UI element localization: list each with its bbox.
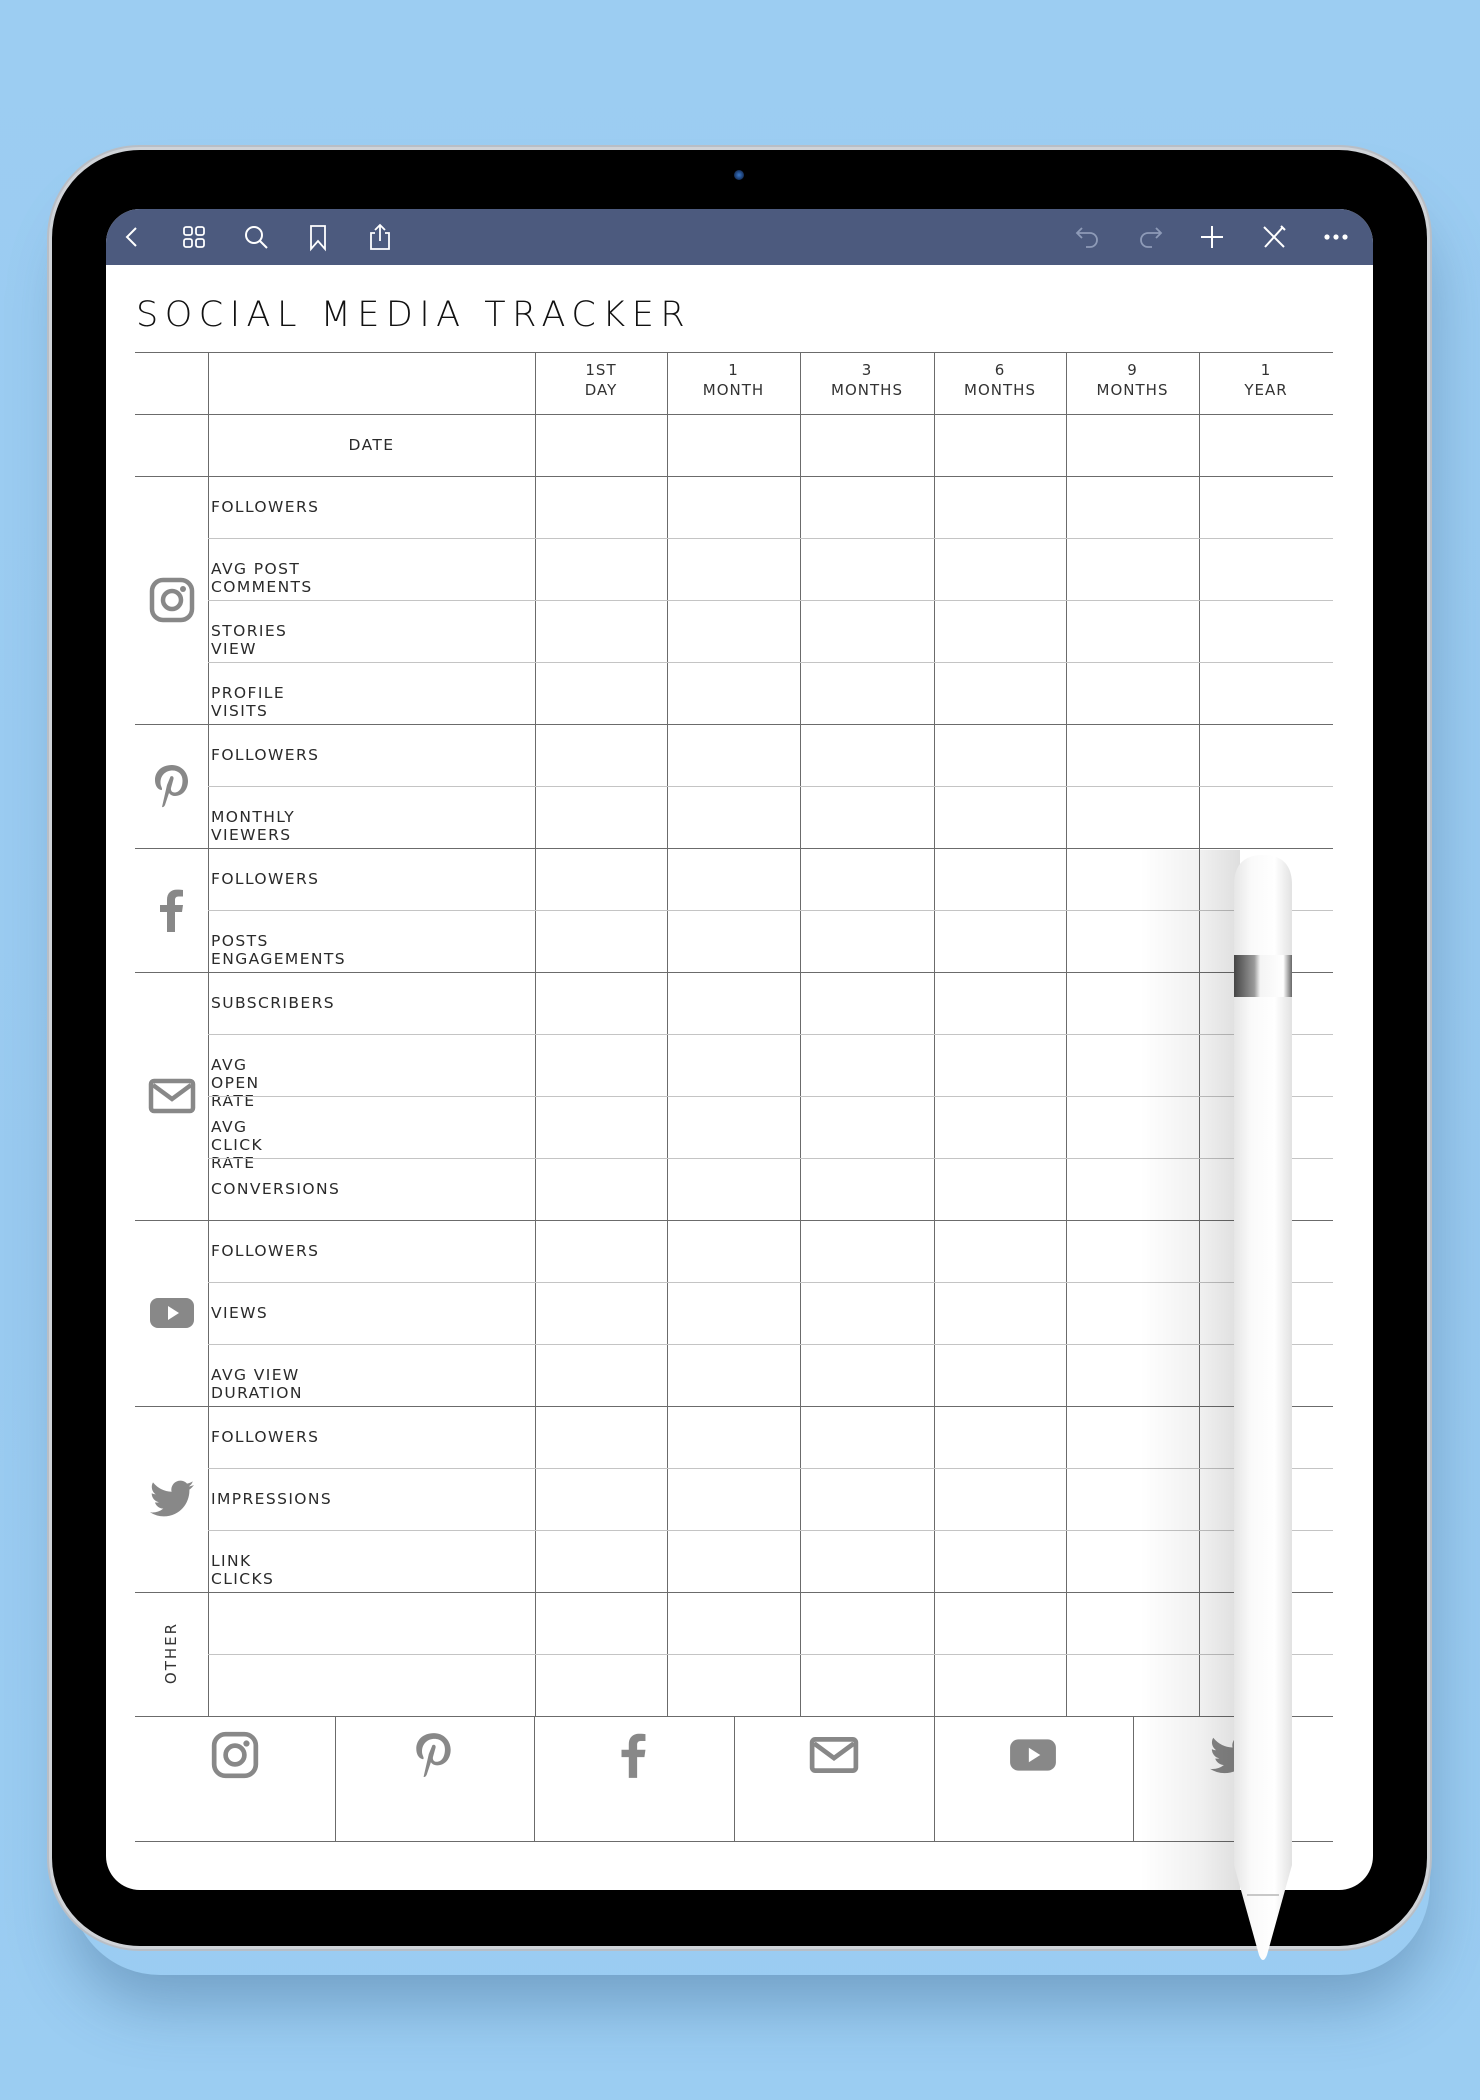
date-input-cell[interactable] [934, 414, 1066, 476]
metric-input-cell[interactable] [667, 848, 800, 910]
notes-cell[interactable] [135, 1716, 335, 1841]
column-header-number: 3 [861, 361, 873, 379]
metric-input-cell[interactable] [1199, 476, 1333, 538]
date-input-cell[interactable] [800, 414, 934, 476]
metric-label: CONVERSIONS [211, 1180, 341, 1198]
metric-input-cell[interactable] [800, 848, 934, 910]
metric-label: AVG POST COMMENTS [211, 560, 313, 596]
metric-input-cell[interactable] [535, 1220, 667, 1282]
metric-input-cell[interactable] [800, 600, 934, 662]
metric-input-cell[interactable] [1066, 786, 1199, 848]
metric-input-cell[interactable] [667, 724, 800, 786]
column-header [934, 360, 1066, 400]
metric-input-cell[interactable] [800, 972, 934, 1034]
metric-label: FOLLOWERS [211, 746, 320, 764]
column-header-unit: MONTHS [1096, 381, 1169, 399]
metric-input-cell[interactable] [535, 972, 667, 1034]
metric-input-cell[interactable] [934, 724, 1066, 786]
add-icon[interactable] [1196, 221, 1228, 253]
instagram-icon [135, 476, 208, 724]
metric-input-cell[interactable] [800, 662, 934, 724]
metric-input-cell[interactable] [1199, 786, 1333, 848]
metric-label: SUBSCRIBERS [211, 994, 335, 1012]
metric-label: AVG CLICK RATE [211, 1118, 264, 1172]
metric-input-cell[interactable] [535, 1530, 667, 1592]
facebook-icon [135, 848, 208, 972]
metric-label: IMPRESSIONS [211, 1490, 333, 1508]
metric-input-cell[interactable] [535, 476, 667, 538]
metric-input-cell[interactable] [934, 662, 1066, 724]
metric-label: STORIES VIEW [211, 622, 288, 658]
metric-input-cell[interactable] [667, 476, 800, 538]
column-header-unit: YEAR [1244, 381, 1288, 399]
metric-input-cell[interactable] [667, 1406, 800, 1468]
column-header-unit: DAY [584, 381, 618, 399]
metric-input-cell[interactable] [1199, 724, 1333, 786]
column-header-unit: MONTHS [831, 381, 903, 399]
metric-input-cell[interactable] [535, 848, 667, 910]
notes-cell[interactable] [734, 1716, 934, 1841]
grid-line [208, 538, 1333, 539]
metric-input-cell[interactable] [667, 910, 800, 972]
metric-input-cell[interactable] [800, 1468, 934, 1530]
column-header-number: 6 [994, 361, 1006, 379]
metric-input-cell[interactable] [667, 1220, 800, 1282]
metric-input-cell[interactable] [535, 724, 667, 786]
metric-input-cell[interactable] [800, 910, 934, 972]
notes-cell[interactable] [534, 1716, 734, 1841]
column-header-number: 1ST [585, 361, 617, 379]
metric-input-cell[interactable] [535, 786, 667, 848]
grid-line [208, 786, 1333, 787]
metric-input-cell[interactable] [535, 1344, 667, 1406]
pencil-shadow [1140, 850, 1240, 1890]
metric-input-cell[interactable] [934, 1530, 1066, 1592]
metric-input-cell[interactable] [667, 662, 800, 724]
metric-input-cell[interactable] [535, 1654, 667, 1716]
date-input-cell[interactable] [1199, 414, 1333, 476]
metric-input-cell[interactable] [535, 538, 667, 600]
grid-line [208, 600, 1333, 601]
date-input-cell[interactable] [535, 414, 667, 476]
column-header-unit: MONTH [702, 381, 765, 399]
metric-input-cell[interactable] [667, 1468, 800, 1530]
metric-input-cell[interactable] [1066, 662, 1199, 724]
other-label: OTHER [162, 1621, 180, 1685]
twitter-icon [135, 1406, 208, 1592]
notes-cell[interactable] [934, 1716, 1134, 1841]
metric-label: POSTS ENGAGEMENTS [211, 932, 347, 968]
metric-input-cell[interactable] [1066, 724, 1199, 786]
metric-input-cell[interactable] [667, 538, 800, 600]
metric-input-cell[interactable] [934, 1592, 1066, 1654]
metric-input-cell[interactable] [800, 724, 934, 786]
column-header-number: 1 [1260, 361, 1272, 379]
bookmark-icon[interactable] [302, 221, 334, 253]
metric-input-cell[interactable] [800, 1096, 934, 1158]
metric-input-cell[interactable] [800, 476, 934, 538]
metric-input-cell[interactable] [934, 1468, 1066, 1530]
metric-input-cell[interactable] [667, 1592, 800, 1654]
metric-input-cell[interactable] [667, 972, 800, 1034]
metric-input-cell[interactable] [934, 1158, 1066, 1220]
column-header [1066, 360, 1199, 400]
metric-label: VIEWS [211, 1304, 269, 1322]
metric-label: FOLLOWERS [211, 1242, 320, 1260]
metric-input-cell[interactable] [667, 786, 800, 848]
metric-input-cell[interactable] [535, 1034, 667, 1096]
metric-input-cell[interactable] [535, 1406, 667, 1468]
date-input-cell[interactable] [667, 414, 800, 476]
metric-input-cell[interactable] [1199, 662, 1333, 724]
metric-input-cell[interactable] [800, 1654, 934, 1716]
metric-input-cell[interactable] [667, 1096, 800, 1158]
metric-input-cell[interactable] [667, 1530, 800, 1592]
metric-label: FOLLOWERS [211, 870, 320, 888]
metric-label: PROFILE VISITS [211, 684, 286, 720]
metric-input-cell[interactable] [800, 786, 934, 848]
metric-input-cell[interactable] [667, 1344, 800, 1406]
column-header [535, 360, 667, 400]
metric-input-cell[interactable] [667, 1158, 800, 1220]
front-camera [734, 170, 744, 180]
metric-input-cell[interactable] [934, 1654, 1066, 1716]
column-header [800, 360, 934, 400]
youtube-icon [135, 1220, 208, 1406]
metric-input-cell[interactable] [800, 1158, 934, 1220]
column-header-number: 9 [1127, 361, 1138, 379]
thumbnails-grid-icon[interactable] [178, 221, 210, 253]
back-icon[interactable] [116, 221, 148, 253]
page-title: SOCIAL MEDIA TRACKER [136, 295, 692, 335]
undo-icon[interactable] [1072, 221, 1104, 253]
grid-line [208, 1220, 209, 1406]
metric-input-cell[interactable] [934, 1344, 1066, 1406]
metric-input-cell[interactable] [800, 538, 934, 600]
metric-input-cell[interactable] [934, 786, 1066, 848]
metric-input-cell[interactable] [1066, 538, 1199, 600]
metric-input-cell[interactable] [934, 1220, 1066, 1282]
metric-label: MONTHLY VIEWERS [211, 808, 296, 844]
share-icon[interactable] [364, 221, 396, 253]
redo-icon[interactable] [1134, 221, 1166, 253]
metric-input-cell[interactable] [1066, 600, 1199, 662]
metric-label: FOLLOWERS [211, 1428, 320, 1446]
metric-input-cell[interactable] [535, 662, 667, 724]
date-input-cell[interactable] [1066, 414, 1199, 476]
search-icon[interactable] [240, 221, 272, 253]
metric-label: LINK CLICKS [211, 1552, 275, 1588]
metric-input-cell[interactable] [934, 1034, 1066, 1096]
metric-input-cell[interactable] [800, 1282, 934, 1344]
metric-input-cell[interactable] [535, 1282, 667, 1344]
metric-label: AVG OPEN RATE [211, 1056, 260, 1110]
column-header-unit: MONTHS [964, 381, 1036, 399]
metric-input-cell[interactable] [535, 600, 667, 662]
metric-input-cell[interactable] [800, 1406, 934, 1468]
metric-input-cell[interactable] [934, 848, 1066, 910]
metric-input-cell[interactable] [934, 476, 1066, 538]
pinterest-icon [135, 724, 208, 848]
metric-label: AVG VIEW DURATION [211, 1366, 303, 1402]
metric-input-cell[interactable] [1199, 538, 1333, 600]
metric-input-cell[interactable] [800, 1034, 934, 1096]
metric-input-cell[interactable] [800, 1592, 934, 1654]
table-top-border [135, 352, 1333, 353]
top-toolbar [106, 209, 1373, 265]
metric-input-cell[interactable] [934, 538, 1066, 600]
more-icon[interactable] [1320, 221, 1352, 253]
metric-input-cell[interactable] [535, 910, 667, 972]
email-icon [135, 972, 208, 1220]
grid-line [208, 662, 1333, 663]
metric-input-cell[interactable] [934, 1406, 1066, 1468]
date-label: DATE [348, 436, 395, 454]
metric-input-cell[interactable] [934, 972, 1066, 1034]
metric-input-cell[interactable] [535, 1592, 667, 1654]
metric-input-cell[interactable] [535, 1468, 667, 1530]
metric-input-cell[interactable] [934, 1096, 1066, 1158]
column-header [667, 360, 800, 400]
metric-input-cell[interactable] [800, 1344, 934, 1406]
grid-line [208, 1406, 209, 1592]
metric-input-cell[interactable] [1066, 476, 1199, 538]
metric-input-cell[interactable] [535, 1158, 667, 1220]
metric-label: FOLLOWERS [211, 498, 320, 516]
metric-input-cell[interactable] [667, 600, 800, 662]
metric-input-cell[interactable] [667, 1654, 800, 1716]
metric-input-cell[interactable] [1199, 600, 1333, 662]
metric-input-cell[interactable] [535, 1096, 667, 1158]
column-header-number: 1 [728, 361, 739, 379]
metric-input-cell[interactable] [800, 1220, 934, 1282]
metric-input-cell[interactable] [934, 600, 1066, 662]
metric-input-cell[interactable] [934, 910, 1066, 972]
stylus-pencil [1233, 855, 1293, 1965]
pencil-off-icon[interactable] [1258, 221, 1290, 253]
column-header [1199, 360, 1333, 400]
metric-input-cell[interactable] [667, 1282, 800, 1344]
metric-input-cell[interactable] [800, 1530, 934, 1592]
metric-input-cell[interactable] [934, 1282, 1066, 1344]
metric-input-cell[interactable] [667, 1034, 800, 1096]
notes-cell[interactable] [335, 1716, 535, 1841]
